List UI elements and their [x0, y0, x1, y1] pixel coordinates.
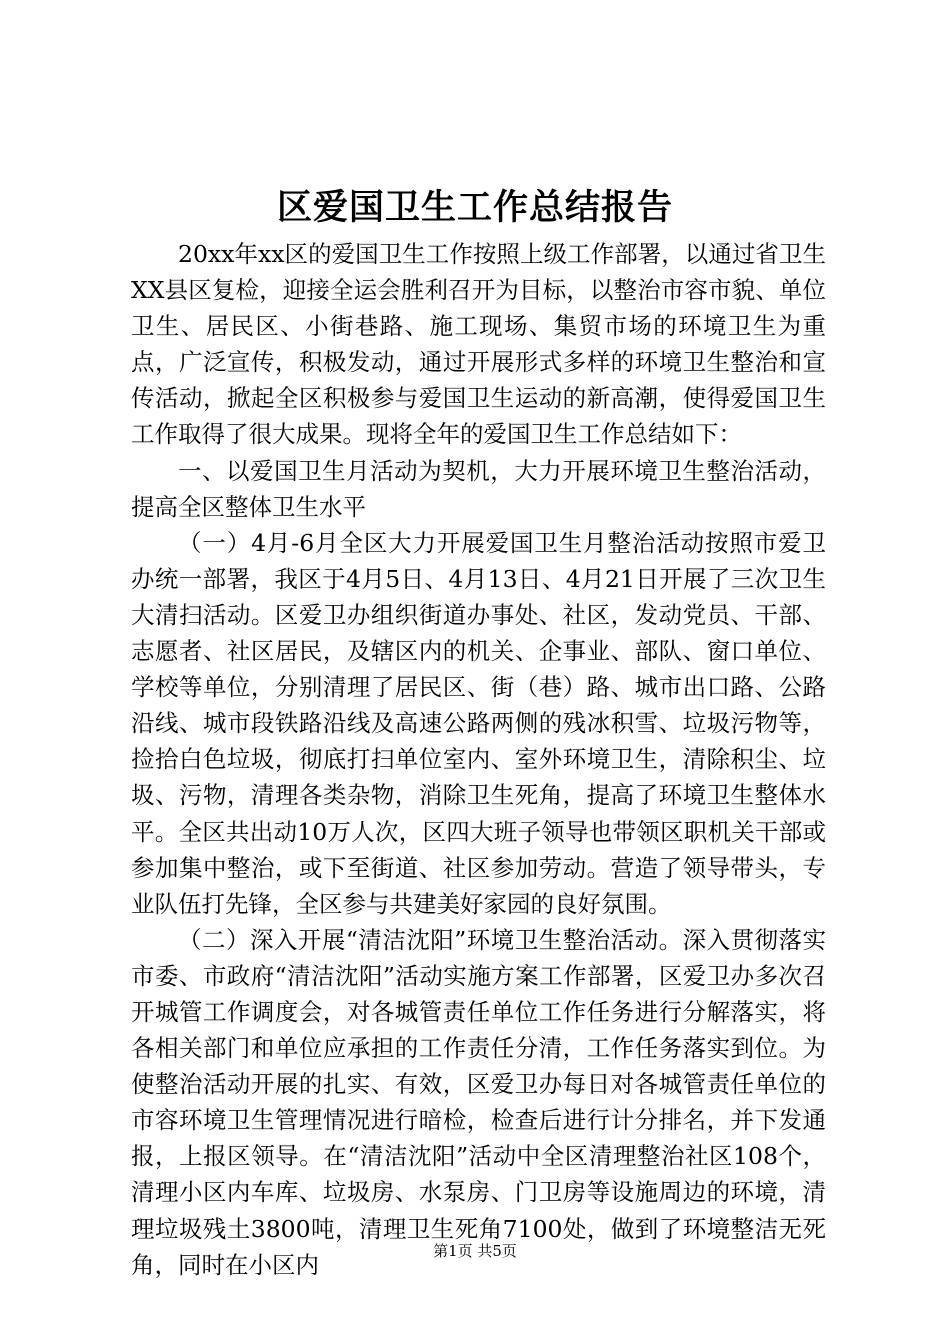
page-number-footer: 第1页 共5页 [433, 1242, 517, 1260]
document-title: 区爱国卫生工作总结报告 [276, 187, 673, 228]
paragraph-section-heading: 一、以爱国卫生月活动为契机，大力开展环境卫生整治活动，提高全区整体卫生水平 [131, 456, 826, 521]
document-body [131, 236, 826, 1283]
paragraph-intro: 20xx年xx区的爱国卫生工作按照上级工作部署，以通过省卫生XX县区复检，迎接全运会胜利召开为目标，以整治市容市貌、单位卫生、居民区、小街巷路、施工现场、集贸市场的环境卫生为重点，广泛宣传，积极发动，通过开展形式多样的环境卫生整治和宣传活动，掀起全区积极参与爱国卫生运动的新高潮，使得爱国卫生工作取得了很大成果。现将全年的爱国卫生工作总结如下： [131, 240, 826, 449]
paragraph-item-two: （二）深入开展“清洁沈阳”环境卫生整治活动。深入贯彻落实市委、市政府“清洁沈阳”活动实施方案工作部署，区爱卫办多次召开城管工作调度会，对各城管责任单位工作任务进行分解落实，将各相关部门和单位应承担的工作责任分清，工作任务落实到位。为使整治活动开展的扎实、有效，区爱卫办每日对各城管责任单位的市容环境卫生管理情况进行暗检，检查后进行计分排名，并下发通报，上报区领导。在“清洁沈阳”活动中全区清理整治社区108个，清理小区内车库、垃圾房、水泵房、门卫房等设施周边的环境，清理垃圾残土3800吨，清理卫生死角7100处，做到了环境整洁无死角，同时在小区内 [131, 925, 826, 1279]
paragraph-item-one: （一）4月-6月全区大力开展爱国卫生月整治活动按照市爱卫办统一部署，我区于4月5日、4月13日、4月21日开展了三次卫生大清扫活动。区爱卫办组织街道办事处、社区，发动党员、干部、志愿者、社区居民，及辖区内的机关、企事业、部队、窗口单位、学校等单位，分别清理了居民区、街（巷）路、城市出口路、公路沿线、城市段铁路沿线及高速公路两侧的残冰积雪、垃圾污物等，捡拾白色垃圾，彻底打扫单位室内、室外环境卫生，清除积尘、垃圾、污物，清理各类杂物，消除卫生死角，提高了环境卫生整体水平。全区共出动10万人次，区四大班子领导也带领区职机关干部或参加集中整治，或下至街道、社区参加劳动。营造了领导带头，专业队伍打先锋，全区参与共建美好家园的良好氛围。 [131, 528, 826, 918]
